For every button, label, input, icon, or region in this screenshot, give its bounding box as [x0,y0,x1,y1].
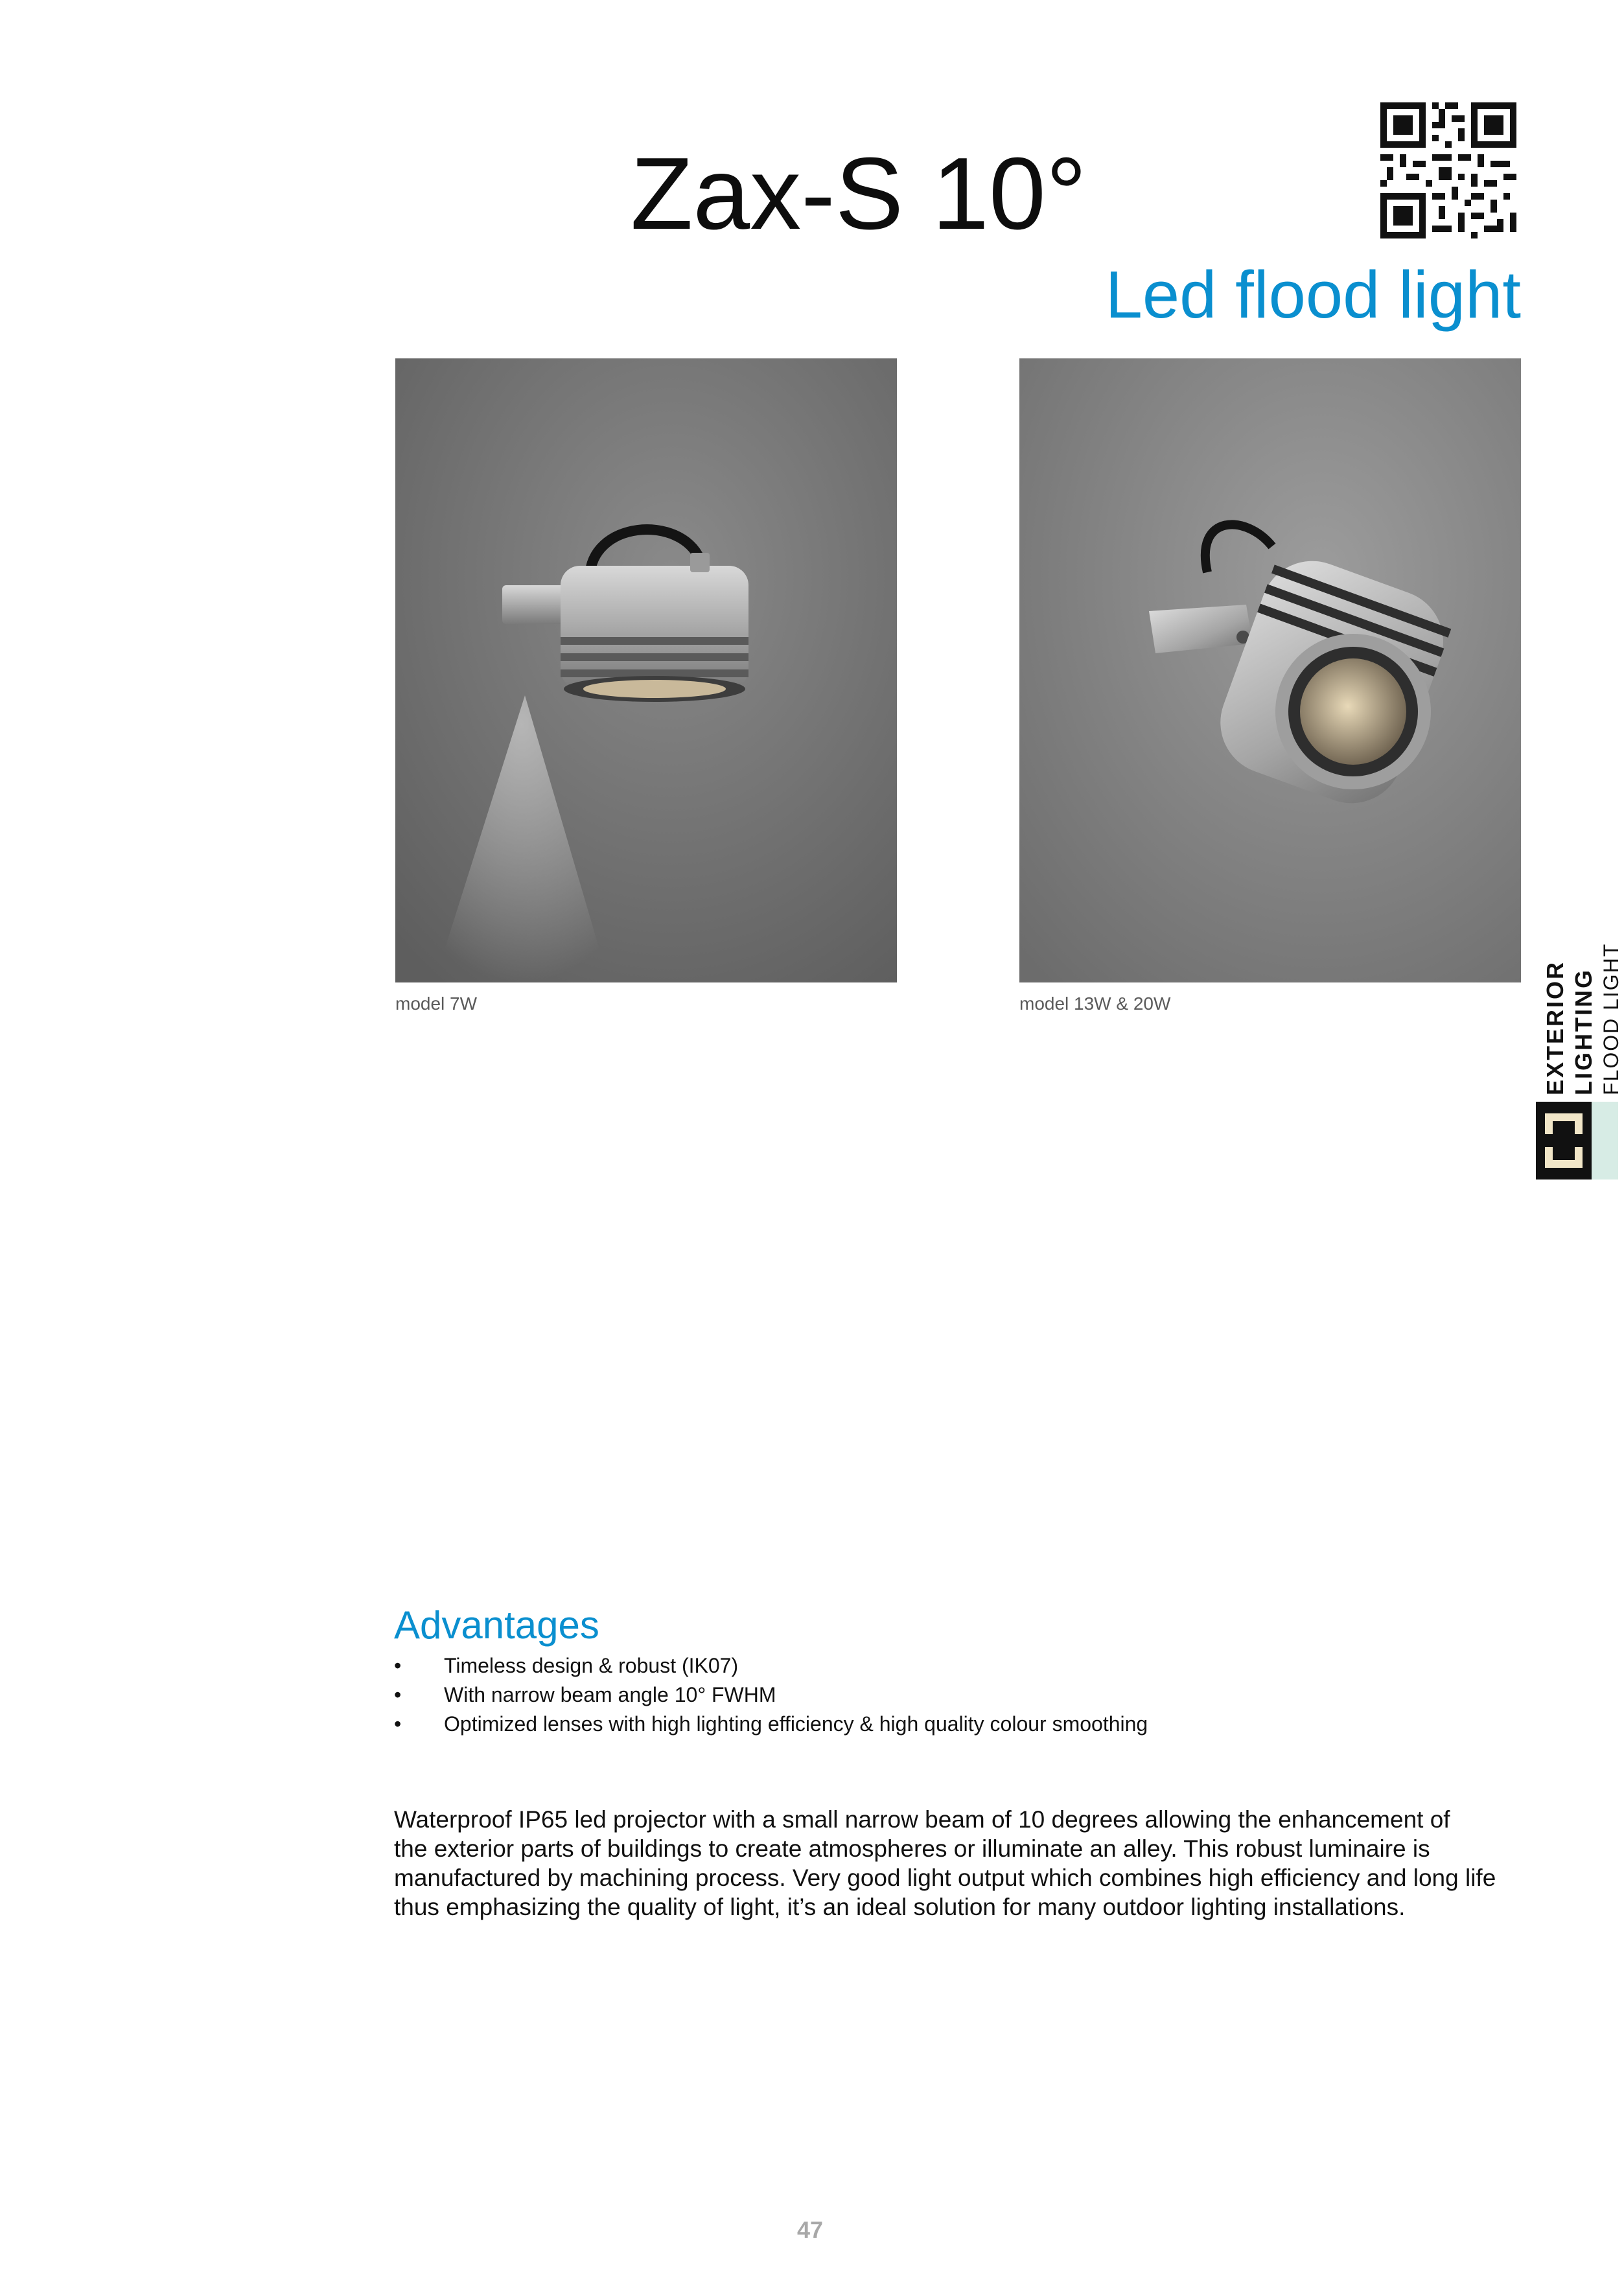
image-caption: model 7W [395,993,478,1014]
qr-code-icon [1380,102,1516,238]
category-icon [1536,1102,1592,1179]
list-item: • Timeless design & robust (IK07) [394,1651,1148,1680]
list-item: • With narrow beam angle 10° FWHM [394,1680,1148,1710]
advantages-list [394,1651,1148,1739]
bullet: • [394,1683,402,1706]
product-description: Waterproof IP65 led projector with a small narrow beam of 10 degrees allowing the enhancement of the exterior parts of buildings to create atmospheres or illuminate an alley. This robust luminaire is manufactured by machining process. Very good light output which combines high efficiency and long life thus emphasizing the quality of light, it’s an ideal solution for many outdoor lighting installations. [394,1806,1496,1920]
bullet: • [394,1654,402,1677]
image-caption: model 13W & 20W [1019,993,1171,1014]
product-photo-7w [395,358,897,982]
bullet: • [394,1712,402,1736]
advantages-heading: Advantages [394,1603,599,1647]
category-tab-label [1541,836,1623,1095]
page-number: 47 [796,2216,824,2243]
category-label: EXTERIOR LIGHTING [1542,960,1597,1095]
product-title: Zax-S 10° [630,137,1087,251]
list-item: • Optimized lenses with high lighting efficiency & high quality colour smoothing [394,1710,1148,1739]
product-subtitle: Led flood light [1105,257,1521,332]
subcategory-label: FLOOD LIGHT [1599,942,1623,1095]
product-photo-13w-20w [1019,358,1521,982]
category-accent-bar [1592,1102,1618,1179]
